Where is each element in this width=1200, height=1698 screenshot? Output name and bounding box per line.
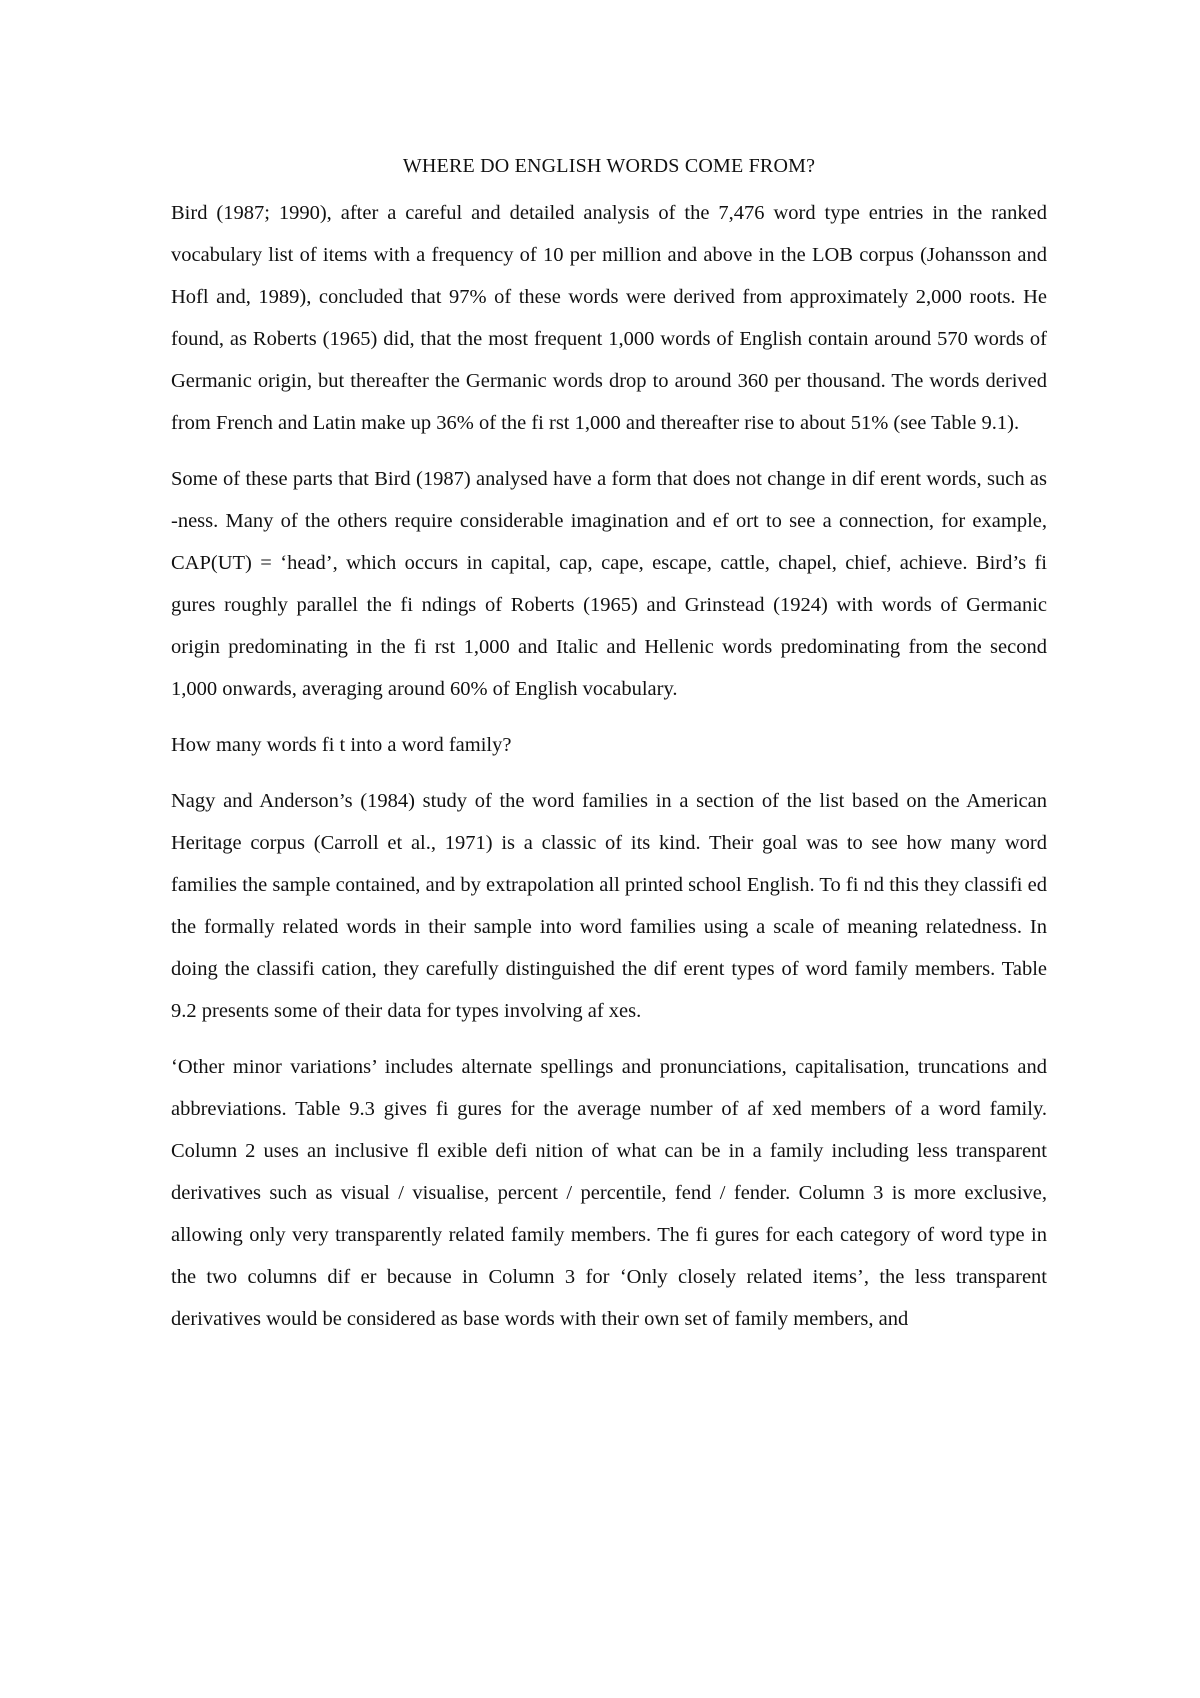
paragraph-minor-variations: ‘Other minor variations’ includes alternate spellings and pronunciations, capitalisation, truncations and abbreviations. Table 9.3 gives fi gures for the average number of af xed members of a word family. Column 2 uses an inclusive fl exible defi nition of what can be in a family including less transparent derivatives such as visual / visualise, percent / percentile, fend / fender. Column 3 is more exclusive, allowing only very transparently related family members. The fi gures for each category of word type in the two columns dif er because in Column 3 for ‘Only closely related items’, the less transparent derivatives would be considered as base words with their own set of family members, and	[171, 1056, 1047, 1330]
page-title: WHERE DO ENGLISH WORDS COME FROM?	[402, 155, 816, 177]
paragraph-bird-analysis: Bird (1987; 1990), after a careful and detailed analysis of the 7,476 word type entries in the ranked vocabulary list of items with a frequency of 10 per million and above in the LOB corpus (Johansson and Hofl and, 1989), concluded that 97% of these words were derived from approximately 2,000 roots. He found, as Roberts (1965) did, that the most frequent 1,000 words of English contain around 570 words of Germanic origin, but thereafter the Germanic words drop to around 360 per thousand. The words derived from French and Latin make up 36% of the fi rst 1,000 and thereafter rise to about 51% (see Table 9.1).	[171, 202, 1047, 434]
paragraph-nagy-anderson: Nagy and Anderson’s (1984) study of the word families in a section of the list based on the American Heritage corpus (Carroll et al., 1971) is a classic of its kind. Their goal was to see how many word families the sample contained, and by extrapolation all printed school English. To fi nd this they classifi ed the formally related words in their sample into word families using a scale of meaning relatedness. In doing the classifi cation, they carefully distinguished the dif erent types of word family members. Table 9.2 presents some of their data for types involving af xes.	[171, 790, 1047, 1022]
paragraph-bird-parts: Some of these parts that Bird (1987) analysed have a form that does not change in dif erent words, such as -ness. Many of the others require considerable imagination and ef ort to see a connection, for example, CAP(UT) = ‘head’, which occurs in capital, cap, cape, escape, cattle, chapel, chief, achieve. Bird’s fi gures roughly parallel the fi ndings of Roberts (1965) and Grinstead (1924) with words of Germanic origin predominating in the fi rst 1,000 and Italic and Hellenic words predominating from the second 1,000 onwards, averaging around 60% of English vocabulary.	[171, 468, 1047, 700]
section-heading-word-family: How many words fi t into a word family?	[171, 734, 512, 756]
document-body	[171, 155, 1047, 1354]
